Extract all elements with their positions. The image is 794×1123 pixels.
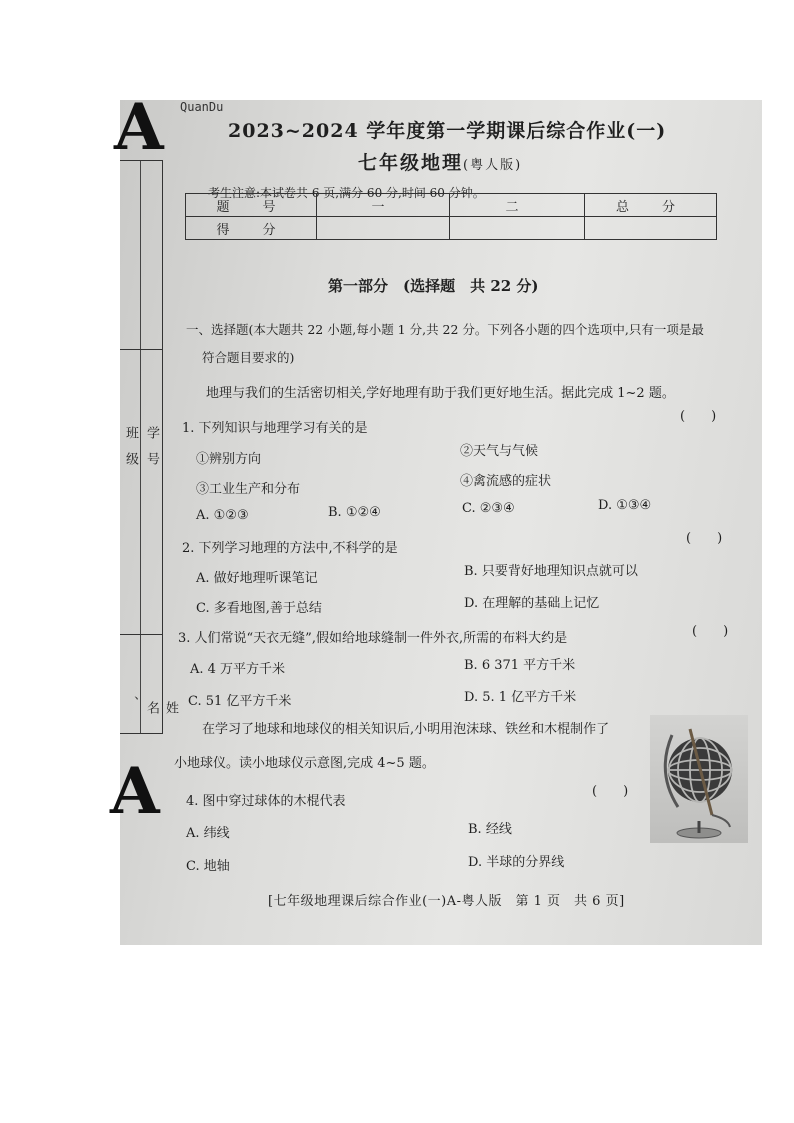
passage-4-5-line1: 在学习了地球和地球仪的相关知识后,小明用泡沫球、铁丝和木棍制作了: [202, 722, 610, 737]
q1-item: ④禽流感的症状: [460, 474, 552, 489]
passage-4-5-line2: 小地球仪。读小地球仪示意图,完成 4~5 题。: [174, 756, 435, 771]
watermark-letter-bottom: A: [110, 754, 160, 829]
q4-option-c[interactable]: C. 地轴: [186, 859, 230, 874]
watermark-letter-top: A: [114, 90, 164, 165]
section1-intro-line1: 一、选择题(本大题共 22 小题,每小题 1 分,共 22 分。下列各小题的四个选项中,只有一项是最: [186, 322, 704, 337]
q2-option-b[interactable]: B. 只要背好地理知识点就可以: [464, 564, 638, 579]
q3-option-b[interactable]: B. 6 371 平方千米: [464, 658, 576, 673]
exam-subtitle: [358, 148, 522, 175]
q1-item: ①辨别方向: [196, 452, 262, 467]
class-label: 班 级: [123, 426, 138, 465]
q1-stem: 1. 下列知识与地理学习有关的是: [182, 421, 368, 436]
score-cell[interactable]: [450, 217, 585, 240]
q1-option-d[interactable]: D. ①③④: [598, 498, 652, 513]
q4-option-b[interactable]: B. 经线: [468, 822, 512, 837]
score-cell[interactable]: [585, 217, 717, 240]
q1-option-a[interactable]: A. ①②③: [196, 508, 249, 523]
q3-option-d[interactable]: D. 5. 1 亿平方千米: [464, 690, 577, 705]
q3-option-c[interactable]: C. 51 亿平方千米: [188, 694, 292, 709]
edition-label: (粤人版): [463, 158, 523, 173]
q4-option-d[interactable]: D. 半球的分界线: [468, 855, 565, 870]
q3-option-a[interactable]: A. 4 万平方千米: [190, 662, 286, 677]
brand-text: QuanDu: [180, 100, 224, 114]
q2-option-c[interactable]: C. 多看地图,善于总结: [196, 601, 322, 616]
student-info-sidebar: [120, 160, 178, 734]
part1-heading: 第一部分 (选择题 共 22 分): [328, 277, 539, 295]
name-label: 姓 名: [144, 701, 178, 727]
sidebar-divider: [120, 349, 162, 350]
q3-stem: 3. 人们常说“天衣无缝”,假如给地球缝制一件外衣,所需的布料大约是: [178, 631, 568, 646]
q1-option-c[interactable]: C. ②③④: [462, 501, 515, 516]
q2-stem: 2. 下列学习地理的方法中,不科学的是: [182, 541, 398, 556]
candidate-notice: 考生注意:本试卷共 6 页,满分 60 分,时间 60 分钟。: [208, 186, 485, 200]
section1-intro-line2: 符合题目要求的): [202, 350, 295, 365]
q2-option-a[interactable]: A. 做好地理听课笔记: [196, 571, 318, 586]
score-table: [185, 193, 717, 240]
score-cell[interactable]: [317, 217, 450, 240]
q2-option-d[interactable]: D. 在理解的基础上记忆: [464, 596, 600, 611]
passage-1-2: 地理与我们的生活密切相关,学好地理有助于我们更好地生活。据此完成 1~2 题。: [206, 386, 675, 401]
student-id-label: 学 号: [144, 426, 159, 465]
exam-title: 2023~2024 学年度第一学期课后综合作业(一): [228, 120, 667, 142]
score-header-cell: 一: [317, 194, 450, 217]
sidebar-divider: [120, 634, 162, 635]
q1-item: ③工业生产和分布: [196, 482, 301, 497]
sidebar-divider-vertical: [140, 161, 141, 733]
q3-answer-blank[interactable]: ( ): [692, 624, 729, 639]
score-table-score-row: [186, 217, 717, 240]
q4-answer-blank[interactable]: ( ): [592, 784, 629, 799]
q1-option-b[interactable]: B. ①②④: [328, 505, 381, 520]
score-header-cell: 二: [450, 194, 585, 217]
q4-option-a[interactable]: A. 纬线: [186, 826, 230, 841]
name-label-left: 、: [123, 696, 138, 709]
q1-item: ②天气与气候: [460, 444, 539, 459]
score-header-cell: 总 分: [585, 194, 717, 217]
subject-name: 七年级地理: [358, 152, 464, 174]
globe-icon: [650, 715, 748, 843]
q1-answer-blank[interactable]: ( ): [680, 409, 717, 424]
q2-answer-blank[interactable]: ( ): [686, 531, 723, 546]
globe-figure: [650, 715, 748, 843]
q4-stem: 4. 图中穿过球体的木棍代表: [186, 794, 346, 809]
score-header-cell: 题 号: [186, 194, 317, 217]
score-table-header-row: [186, 194, 717, 217]
score-row-label: 得 分: [186, 217, 317, 240]
exam-paper: [110, 90, 762, 945]
page-footer: [七年级地理课后综合作业(一)A-粤人版 第 1 页 共 6 页]: [268, 894, 625, 909]
